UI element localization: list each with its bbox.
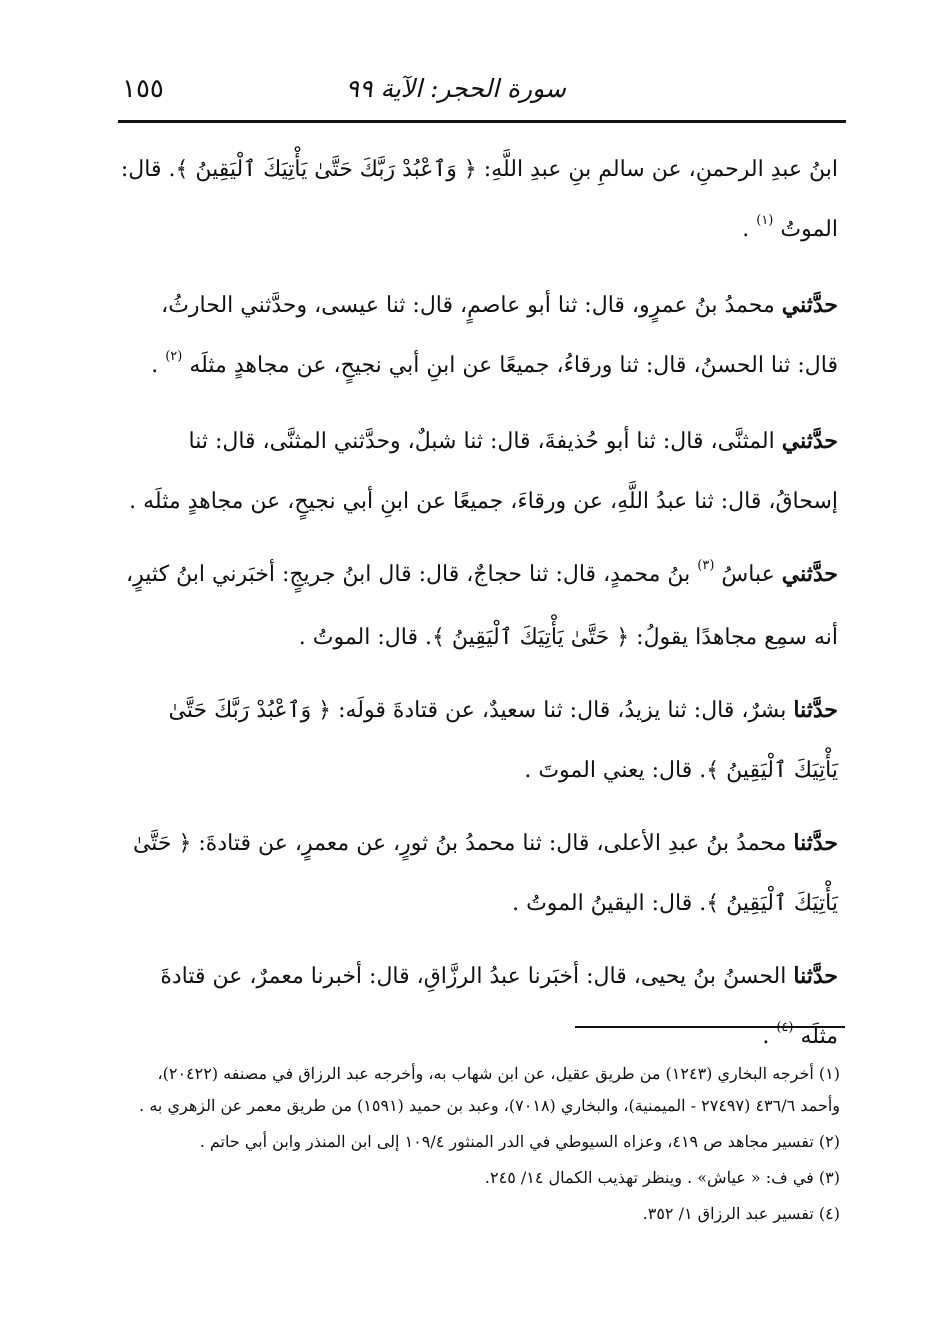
paragraph-text: المثنَّى، قال: ثنا أبو حُذيفةَ، قال: ثنا شبلٌ، وحدَّثني المثنَّى، قال: ثنا إسحاقُ، قال: ثنا عبدُ اللَّهِ، عن ورقاءَ، جميعًا عن ابنِ أبي نجيحٍ، عن مجاهدٍ مثلَه . [129,429,838,514]
isnad-lead: حدَّثنا [793,830,838,856]
paragraph-tail: . [151,353,159,378]
footnote-marker: (٣) [697,558,715,573]
isnad-lead: حدَّثنا [793,963,838,989]
main-text [118,140,838,1082]
paragraph-text: الحسنُ بنُ يحيى، قال: أخبَرنا عبدُ الرزَّاقِ، قال: أخبرنا معمرٌ، عن قتادةَ مثلَه [160,964,838,1049]
isnad-lead: حدَّثني [781,428,838,454]
paragraph [118,140,838,263]
paragraph [118,544,838,668]
paragraph [118,946,838,1070]
paragraph-tail: . [762,1024,770,1049]
paragraph [118,813,838,934]
footnote: (٣) في ف: « عياش» . وينظر تهذيب الكمال ١٤/ ٢٤٥. [484,1168,840,1187]
footnote: (٤) تفسير عبد الرزاق ١/ ٣٥٢. [642,1204,840,1223]
paragraph-text: عباسُ [721,562,775,587]
isnad-lead: حدَّثني [781,292,838,318]
footnote: (٢) تفسير مجاهد ص ٤١٩، وعزاه السيوطي في الدر المنثور ١٠٩/٤ إلى ابن المنذر وابن أبي حاتم . [199,1132,840,1151]
footnote: (١) أخرجه البخاري (١٢٤٣) من طريق عقيل، عن ابن شهاب به، وأخرجه عبد الرزاق في مصنفه (٢٠٤٢٢)، وأحمد ٤٣٦/٦ (٢٧٤٩٧ - الميمنية)، والبخاري (٧٠١٨)، وعبد بن حميد (١٥٩١) من طريق معمر عن الزهري به . [139,1064,840,1115]
footnote-marker: (٤) [776,1020,794,1035]
paragraph-text: ابنُ عبدِ الرحمنِ، عن سالمِ بنِ عبدِ اللَّهِ: ﴿ وَٱعْبُدْ رَبَّكَ حَتَّىٰ يَأْتِيَكَ ٱلْيَقِينُ ﴾. قال: الموتُ [120,157,838,242]
footnote-rule [575,1026,845,1028]
header-rule [118,120,846,123]
paragraph [118,680,838,801]
footnote-marker: (١) [756,213,774,228]
paragraph [118,411,838,532]
isnad-lead: حدَّثنا [793,697,838,723]
page-number: ١٥٥ [122,74,164,104]
page-header [118,64,846,114]
isnad-lead: حدَّثني [781,561,838,587]
footnote-marker: (٢) [165,349,183,364]
paragraph-tail: بنُ محمدٍ، قال: ثنا حجاجٌ، قال: قال ابنُ جريجٍ: أخبَرني ابنُ كثيرٍ، أنه سمِع مجاهدًا يقولُ: ﴿ حَتَّىٰ يَأْتِيَكَ ٱلْيَقِينُ ﴾. قال: الموتُ . [126,562,838,650]
paragraph [118,275,838,399]
paragraph-text: محمدُ بنُ عمرٍو، قال: ثنا أبو عاصمٍ، قال: ثنا عيسى، وحدَّثني الحارثُ، قال: ثنا الحسنُ، قال: ثنا ورقاءُ، جميعًا عن ابنِ أبي نجيحٍ، عن مجاهدٍ مثلَه [161,293,838,378]
footnotes [130,1058,840,1234]
paragraph-tail: . [742,217,750,242]
paragraph-text: بشرٌ، قال: ثنا يزيدُ، قال: ثنا سعيدٌ، عن قتادةَ قولَه: ﴿ وَٱعْبُدْ رَبَّكَ حَتَّىٰ يَأْتِيَكَ ٱلْيَقِينُ ﴾. قال: يعني الموتَ . [168,698,838,783]
paragraph-text: محمدُ بنُ عبدِ الأعلى، قال: ثنا محمدُ بنُ ثورٍ، عن معمرٍ، عن قتادةَ: ﴿ حَتَّىٰ يَأْتِيَكَ ٱلْيَقِينُ ﴾. قال: اليقينُ الموتُ . [132,831,838,916]
running-head: سورة الحجر: الآية ٩٩ [345,74,566,103]
